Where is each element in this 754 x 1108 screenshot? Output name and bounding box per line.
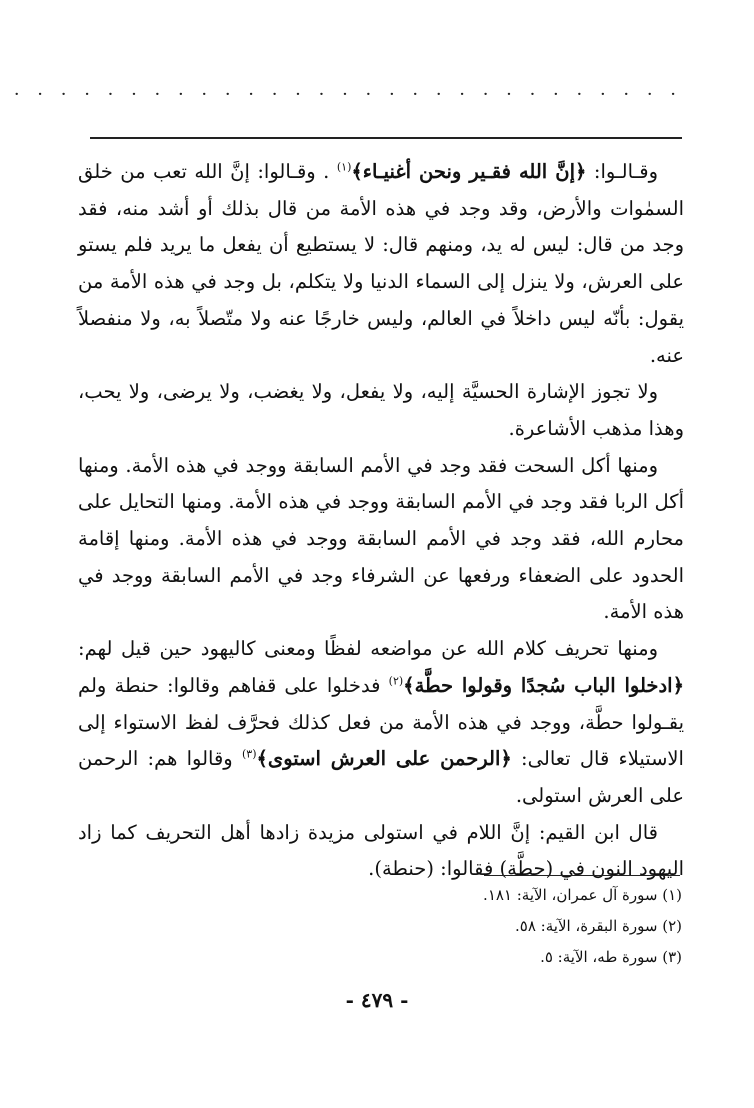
footnote-reference: (١) bbox=[336, 160, 352, 174]
footnote-reference: (٣) bbox=[241, 747, 257, 761]
footnote-3: (٣) سورة طه، الآية: ٥. bbox=[540, 948, 682, 966]
quran-quote: ﴿ادخلوا الباب سُجدًا وقولوا حطَّة﴾ bbox=[403, 673, 684, 697]
text-run: ومنها أكل السحت فقد وجد في الأمم السابقة ووجد في هذه الأمة. ومنها أكل الربا فقد وجد في الأمم السابقة ووجد في هذه الأمة. ومنها التحايل على محارم الله، فقد وجد في الأمم السابقة ووجد في هذه الأمة. ومنها إقامة الحدود على الضعفاء ورفعها عن الشرفاء وجد في الأمم السابقة ووجد في هذه الأمة. bbox=[78, 453, 684, 624]
footnote-1: (١) سورة آل عمران، الآية: ١٨١. bbox=[483, 886, 682, 904]
header-dotted-line: · · · · · · · · · · · · · · · · · · · · · · · · · · · · · bbox=[13, 84, 682, 105]
paragraph-2 bbox=[78, 374, 684, 447]
header-rule bbox=[90, 137, 682, 139]
text-run: فدخلوا على قفاهم وقالوا: حنطة ولم يقـولوا حطَّة، ووجد في هذه الأمة من فعل كذلك فحرَّف لفظ الاستواء إلى الاستيلاء قال تعالى: bbox=[78, 673, 684, 771]
paragraph-3 bbox=[78, 448, 684, 632]
quran-quote: ﴿إنَّ الله فقـير ونحن أغنيـاء﴾ bbox=[351, 160, 587, 183]
paragraph-1 bbox=[78, 154, 684, 374]
footnote-reference: (٢) bbox=[388, 674, 404, 688]
text-run: . وقـالوا: إنَّ الله تعب من خلق السمٰوات والأرض، وقد وجد في هذه الأمة من قال بذلك أو أشد منه، فقد وجد من قال: ليس له يد، ومنهم قال: لا يستطيع أن يفعل ما يريد فلم يستو على العرش، ولا ينزل إلى السماء الدنيا ولا يتكلم، بل وجد في هذه الأمة من يقول: بأنّه ليس داخلاً في العالم، وليس خارجًا عنه ولا متّصلاً به، ولا منفصلاً عنه. bbox=[78, 160, 684, 367]
text-run: ومنها تحريف كلام الله عن مواضعه لفظًا ومعنى كاليهود حين قيل لهم: bbox=[78, 637, 658, 661]
text-run: وقـالـوا: bbox=[586, 160, 659, 183]
footnotes bbox=[300, 880, 682, 973]
text-run: وقالوا هم: الرحمن على العرش استولى. bbox=[78, 747, 684, 807]
main-text bbox=[78, 154, 684, 888]
footnote-rule bbox=[484, 875, 680, 876]
footnote-2: (٢) سورة البقرة، الآية: ٥٨. bbox=[515, 917, 682, 935]
text-run: قال ابن القيم: إنَّ اللام في استولى مزيدة زادها أهل التحريف كما زاد اليهود النون في (حطَّة) فقالوا: (حنطة). bbox=[78, 820, 684, 881]
page-number: - ٤٧٩ - bbox=[345, 988, 409, 1012]
quran-quote: ﴿الرحمن على العرش استوى﴾ bbox=[256, 747, 512, 771]
paragraph-4 bbox=[78, 631, 684, 815]
text-run: ولا تجوز الإشارة الحسيَّة إليه، ولا يفعل، ولا يغضب، ولا يرضى، ولا يحب، وهذا مذهب الأشاعرة. bbox=[78, 380, 684, 440]
paragraph-5 bbox=[78, 815, 684, 888]
